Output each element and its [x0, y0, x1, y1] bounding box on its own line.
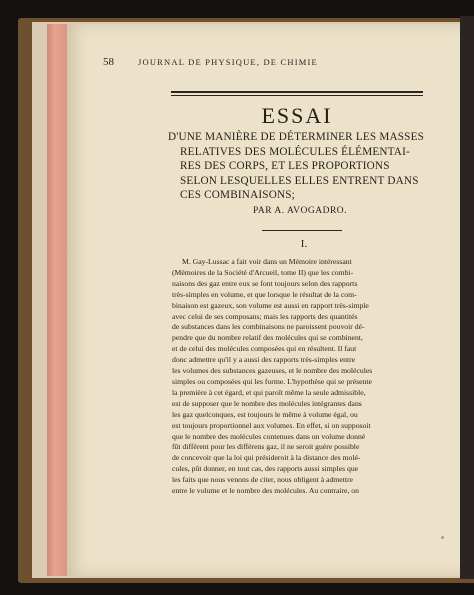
author-byline: PAR A. AVOGADRO. — [252, 206, 348, 216]
body-line: (Mémoires de la Société d'Arcueil, tome II) que les combi- — [172, 267, 354, 277]
background-strip — [460, 16, 474, 579]
body-line: cules, pût donner, en tout cas, des rapports aussi simples que — [172, 464, 359, 474]
running-head — [103, 56, 423, 68]
subtitle-line: RES DES CORPS, ET LES PROPORTIONS — [180, 160, 390, 173]
body-line: très-simples en volume, et que lorsque le résultat de la com- — [172, 289, 357, 299]
article-subtitle — [168, 130, 430, 203]
body-line: la première à cet égard, et qui paroît même la seule admissible, — [172, 387, 366, 397]
section-number: I. — [300, 238, 308, 250]
body-line: entre le volume et le nombre des molécules. Au contraire, on — [172, 486, 359, 496]
author-rule — [262, 230, 342, 231]
body-line: fût différent pour les différens gaz, il ne seroit guère possible — [172, 442, 360, 452]
body-line: de concevoir que la loi qui présideroit à la distance des molé- — [172, 453, 361, 463]
body-line: binaison est gazeux, son volume est aussi en rapport très-simple — [172, 300, 369, 310]
body-line: est toujours proportionnel aux volumes. En effet, si on supposoit — [172, 420, 371, 430]
body-line: donc admettre qu'il y a aussi des rapports très-simples entre — [172, 355, 356, 365]
body-line: de substances dans les combinaisons ne paroissent pouvoir dé- — [172, 322, 365, 332]
body-line: avec celui de ses composans; mais les rapports des quantités — [172, 311, 358, 321]
body-line: est de supposer que le nombre des molécules intégrantes dans — [172, 398, 362, 408]
subtitle-line: RELATIVES DES MOLÉCULES ÉLÉMENTAI- — [180, 145, 410, 158]
title-rule-thin — [171, 95, 423, 96]
body-line: les gaz quelconques, est toujours le même à volume égal, ou — [172, 409, 358, 419]
red-page-edge — [47, 24, 67, 576]
journal-title: JOURNAL DE PHYSIQUE, DE CHIMIE — [138, 57, 318, 67]
title-rule-thick — [171, 91, 423, 93]
body-line: naisons des gaz entre eux se font toujours selon des rapports — [172, 278, 358, 288]
body-line: M. Gay-Lussac a fait voir dans un Mémoire intéressant — [182, 257, 352, 266]
article-title: ESSAI — [261, 103, 333, 128]
subtitle-line: CES COMBINAISONS; — [180, 189, 295, 202]
body-line: les volumes des substances gazeuses, et le nombre des molécules — [172, 366, 373, 376]
body-line: pendre que du nombre relatif des molécules qui se combinent, — [172, 333, 363, 343]
subtitle-line: SELON LESQUELLES ELLES ENTRENT DANS — [180, 174, 419, 187]
body-line: les faits que nous venons de citer, nous obligent à admettre — [172, 475, 353, 485]
ink-spot — [441, 536, 444, 539]
body-text — [172, 257, 434, 497]
subtitle-line: D'UNE MANIÈRE DE DÉTERMINER LES MASSES — [168, 131, 425, 143]
body-line: que le nombre des molécules contenues dans un volume donné — [172, 431, 366, 441]
body-line: et de celui des molécules composées qui en résultent. Il faut — [172, 344, 357, 354]
page-number: 58 — [103, 56, 114, 68]
body-line: simples ou composées qui les forme. L'hypothèse qui se présente — [172, 376, 372, 386]
